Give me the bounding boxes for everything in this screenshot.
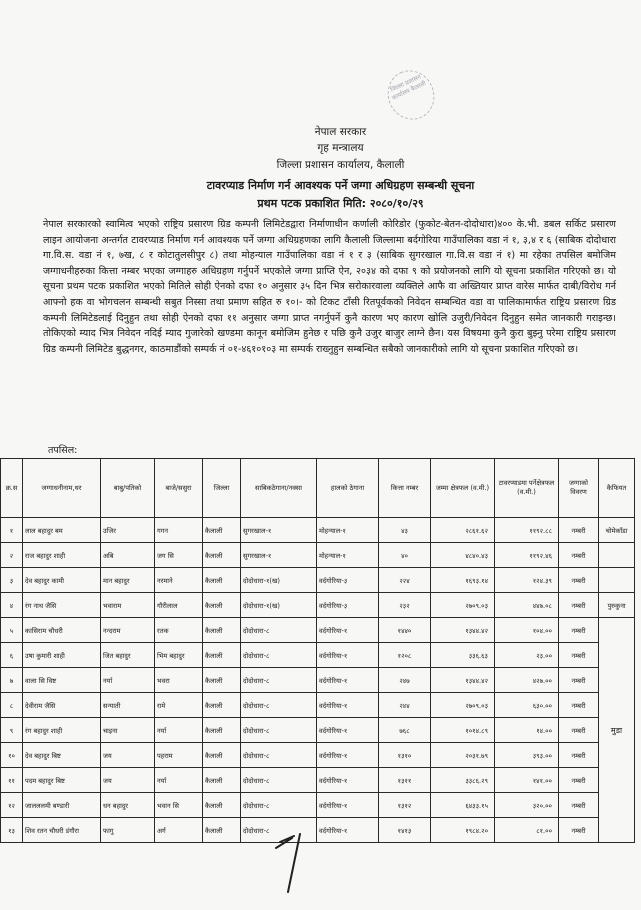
publish-date: प्रथम पटक प्रकाशित मिति: २०८०/१०/२९ [257,197,424,210]
table-cell: ३९३.०० [495,743,559,768]
table-row [1,568,635,593]
table-cell: कैलाली [203,593,241,618]
table-cell: कैलाली [203,618,241,643]
table-cell: नम्बरी [559,768,599,793]
col-plot-number: कित्ता नम्बर [379,459,431,518]
table-cell: जग सि [155,543,203,568]
table-cell: मोहन्याल-१ [317,543,379,568]
table-cell: ८ [1,693,23,718]
col-father-husband: बाबु/पतिको [101,459,155,518]
col-remarks: कैफियत [599,459,635,518]
table-row [1,793,635,818]
table-cell: ६४३३.१५ [431,793,495,818]
table-cell: चाइना [101,718,155,743]
table-cell: ३३८६.२९ [431,768,495,793]
table-cell: २०३१.७९ [431,743,495,768]
table-cell: २४७ [379,668,431,693]
table-cell: सन्याती [101,693,155,718]
table-cell: ३३६.६३ [431,643,495,668]
table-cell: १२४.३९ [495,568,559,593]
table-cell: नम्बरी [559,718,599,743]
table-cell: १० [1,743,23,768]
table-cell: उजिर [101,518,155,543]
table-cell: दोदोधारा-१(ख) [241,568,317,593]
table-cell: अर्ग [155,818,203,843]
table-cell: १२ [1,793,23,818]
table-cell: ४३ [379,518,431,543]
col-total-area: जम्मा क्षेत्रफल (व.मी.) [431,459,495,518]
table-cell: पहराम [155,743,203,768]
table-cell: ११९२.४६ [495,543,559,568]
table-cell: ६ [1,643,23,668]
table-cell: १४४० [379,618,431,643]
table-cell: नम्बरी [559,693,599,718]
table-cell: दोदोधारा-८ [241,643,317,668]
table-cell: नम्बरी [559,743,599,768]
table-cell: फागु [101,818,155,843]
table-cell: दोदोधारा-८ [241,818,317,843]
table-cell: मान बहादुर [101,568,155,593]
table-cell: नर्या [101,668,155,693]
table-cell: नन्दराम [101,618,155,643]
table-cell: वाला सि विष्ट [23,668,101,693]
table-cell: २ [1,543,23,568]
table-cell-remark [599,543,635,568]
signature [270,826,320,896]
table-cell: वर्दगोरिया-१ [317,818,379,843]
table-cell: २७०९.०३ [431,593,495,618]
table-cell: नर्या [155,718,203,743]
merged-remark-cell: मुडा [599,618,635,843]
table-cell: १३१२ [379,793,431,818]
table-cell: रंग बहादुर शाही [23,718,101,743]
table-cell: दोदोधारा-८ [241,768,317,793]
table-row [1,518,635,543]
table-cell: २२४ [379,568,431,593]
table-cell: रतक [155,618,203,643]
table-cell-remark: चोमेकाँडा [599,518,635,543]
table-cell: देव बहादुर बिष्ट [23,743,101,768]
notice-title: टावरप्याड निर्माण गर्न आवश्यक पर्ने जग्गा अधिग्रहण सम्बन्धी सूचना [206,179,475,192]
table-header-row [1,459,635,518]
header-office: जिल्ला प्रशासन कार्यालय, कैलाली [276,159,405,171]
table-cell: २३.०० [495,643,559,668]
table-cell: रामे [155,693,203,718]
table-cell: कैलाली [203,693,241,718]
table-cell: नर्या [155,768,203,793]
table-cell: भवान सि [155,793,203,818]
table-cell: पदम बहादुर बिष्ट [23,768,101,793]
table-cell: वर्दगोरिया-१ [317,693,379,718]
table-cell: ३२०.०० [495,793,559,818]
table-cell: वर्दगोरिया-३ [317,568,379,593]
col-former-address: साबिकठेगाना/नक्सा [241,459,317,518]
table-cell: नम्बरी [559,543,599,568]
table-cell: १०१४.८९ [431,718,495,743]
table-cell: २८६१.६२ [431,518,495,543]
table-cell: ७६८ [379,718,431,743]
table-cell: ४ [1,593,23,618]
table-cell: सुगरखाल-१ [241,543,317,568]
table-cell: भवरा [155,668,203,693]
table-cell: कैलाली [203,743,241,768]
land-acquisition-table [0,458,635,843]
table-cell: वर्दगोरिया-१ [317,668,379,693]
table-cell: दोदोधारा-८ [241,618,317,643]
col-serial: क्र.स [1,459,23,518]
notice-body: नेपाल सरकारको स्वामित्व भएको राष्ट्रिय प्रसारण ग्रिड कम्पनी लिमिटेडद्वारा निर्माणाधीन कर्णाली कोरिडोर (फुकोट-बेतन-दोदोधारा)४०० के.भी. डबल सर्किट प्रसारण लाइन आयोजना अन्तर्गत टावरप्याड निर्माण गर्न आवश्यक पर्ने जग्गा अधिग्रहणका लागि कैलाली जिल्लामा बर्दगोरिया गाउँपालिका वडा नं १, ३,४ र ६ (साबिक दोदोधारा गा.वि.स. वडा नं १, ७ख, ८ र कोटातुलसीपुर ८) तथा मोहन्याल गाउँपालिका वडा नं १ र ३ (साबिक सुगरखाल गा.वि.स वडा नं १) मा रहेका तपसिल बमोजिम जग्गाधनीहरुका कित्ता नम्बर भएका जग्गाहरु अधिग्रहण गर्नुपर्ने भएकोले जग्गा प्राप्ति ऐन, २०३४ को दफा ९ को प्रयोजनको लागि यो सूचना प्रकाशित गरिएको छ। यो सूचना प्रथम पटक प्रकाशित भएको मितिले सोही ऐनको दफा १० अनुसार ३५ दिन भित्र सरोकारवाला व्यक्तिले आफै वा अख्तियार प्राप्त वारेस मार्फत दाबी/विरोध गर्न आफ्नो हक वा भोगचलन सम्बन्धी सबुत निस्सा तथा प्रमाण सहित रु १०।- को टिकट टाँसी रितपूर्वकको निवेदन सम्बन्धित वडा वा पालिकामार्फत राष्ट्रिय प्रसारण ग्रिड कम्पनी लिमिटेडलाई दिनुहुन तथा सोही ऐनको दफा ११ अनुसार जग्गा प्राप्त नगर्नुपर्ने कुनै कारण भए कारण खोलि उजुरी/निवेदन दिनुहुन समेत जानकारी गराइन्छ। तोकिएको म्याद भित्र निवेदन नदिई म्याद गुजारेको खण्डमा कानून बमोजिम हुनेछ र पछि कुनै उजुर बाजुर लाग्ने छैन। यस विषयमा कुनै कुरा बुझ्नु परेमा राष्ट्रिय प्रसारण ग्रिड कम्पनी लिमिटेड बुद्धनगर, काठमाडौंको सम्पर्क नं ०१-४६१०१०३ मा सम्पर्क राख्नुहुन सम्बन्धित सबैको जानकारीको लागि यो सूचना प्रकाशित गरिएको छ। [43,219,616,355]
table-cell-remark: पुरुकुना [599,593,635,618]
table-row [1,743,635,768]
table-cell: नम्बरी [559,818,599,843]
table-cell: कैलाली [203,543,241,568]
table-cell: देव बहादुर कामी [23,568,101,593]
table-cell: वर्दगोरिया-१ [317,618,379,643]
table-cell: कैलाली [203,718,241,743]
table-cell: १२०८ [379,643,431,668]
table-cell: भवाराम [101,593,155,618]
table-cell: कैलाली [203,768,241,793]
table-cell: गौरीलाल [155,593,203,618]
table-cell: उषा कुमारी शाही [23,643,101,668]
table-row [1,718,635,743]
col-grandfather: बाजे/ससुरा [155,459,203,518]
table-cell: २७०९.०३ [431,693,495,718]
table-cell: वर्दगोरिया-३ [317,593,379,618]
table-cell: धन बहादुर [101,793,155,818]
table-cell: दोदोधारा-८ [241,668,317,693]
table-cell: १३ [1,818,23,843]
table-cell: वर्दगोरिया-१ [317,743,379,768]
table-cell: भिम बहादुर [155,643,203,668]
table-cell: दोदोधारा-८ [241,718,317,743]
table-cell: दोदोधारा-१(ख) [241,593,317,618]
table-cell: जालललमी बण्डारी [23,793,101,818]
table-cell: नम्बरी [559,793,599,818]
table-cell: देवीराम जैसि [23,693,101,718]
table-cell: वर्दगोरिया-१ [317,718,379,743]
table-row [1,618,635,643]
table-cell: कैलाली [203,643,241,668]
table-cell: १९८४.२० [431,818,495,843]
table-cell: ११ [1,768,23,793]
table-cell: जित बहादुर [101,643,155,668]
table-cell: नम्बरी [559,518,599,543]
table-row [1,643,635,668]
col-current-address: हालको ठेगाना [317,459,379,518]
table-cell: कैलाली [203,818,241,843]
table-cell: गगन [155,518,203,543]
table-cell: नम्बरी [559,568,599,593]
table-cell: १ [1,518,23,543]
table-cell: दोदोधारा-८ [241,793,317,818]
table-cell: जय [101,768,155,793]
tapasil-label: तपसिल: [48,445,78,456]
table-cell: नम्बरी [559,618,599,643]
table-cell: अबि [101,543,155,568]
table-row [1,593,635,618]
table-cell-remark [599,568,635,593]
table-cell: ७ [1,668,23,693]
table-cell: ४८४०.४३ [431,543,495,568]
table-cell: १४.०० [495,718,559,743]
table-cell: ३ [1,568,23,593]
table-cell: १४१३ [379,818,431,843]
table-cell: १३४४.४२ [431,618,495,643]
table-cell: १६९३.१४ [431,568,495,593]
table-row [1,693,635,718]
table-row [1,543,635,568]
col-district: जिल्ला [203,459,241,518]
col-owner-name: जग्गाधनीनाम,थर [23,459,101,518]
table-cell: १०४.०० [495,618,559,643]
table-cell: लाल बहादुर बम [23,518,101,543]
table-cell: ५ [1,618,23,643]
table-cell: मोहन्याल-१ [317,518,379,543]
table-cell: ८१.०० [495,818,559,843]
table-cell: ४२७.०० [495,668,559,693]
table-cell: वर्दगोरिया-१ [317,643,379,668]
table-cell: कैलाली [203,518,241,543]
table-cell: १३४४.४२ [431,668,495,693]
header-ministry: गृह मन्त्रालय [317,142,364,154]
table-cell: ९ [1,718,23,743]
table-cell: सुगरखाल-१ [241,518,317,543]
table-cell: दोदोधारा-८ [241,743,317,768]
table-cell: कासिराम चौधरी [23,618,101,643]
table-cell: नम्बरी [559,668,599,693]
table-row [1,768,635,793]
table-cell: १४१.०० [495,768,559,793]
table-cell: ४० [379,543,431,568]
table-cell: २३२ [379,593,431,618]
col-land-type: जग्गाको विवरण [559,459,599,518]
table-cell: कैलाली [203,793,241,818]
table-cell: कैलाली [203,668,241,693]
table-cell: १३१० [379,743,431,768]
col-tower-area: टावरप्याडमा पर्नेक्षेत्रफल (व.मी.) [495,459,559,518]
table-cell: १३११ [379,768,431,793]
office-stamp: जिल्ला प्रशासन कार्यालय कैलाली [380,63,443,128]
table-cell: जय [101,743,155,768]
table-cell: कैलाली [203,568,241,593]
table-cell: ६३०.०० [495,693,559,718]
table-cell: नम्बरी [559,643,599,668]
table-row [1,668,635,693]
table-cell: वर्दगोरिया-१ [317,793,379,818]
table-cell: राज बहादुर शाही [23,543,101,568]
table-cell: वर्दगोरिया-१ [317,768,379,793]
table-cell: नम्बरी [559,593,599,618]
header-government: नेपाल सरकार [314,126,367,138]
table-cell: ४४७.०८ [495,593,559,618]
table-cell: ११९२.८८ [495,518,559,543]
table-cell: नरमाने [155,568,203,593]
table-cell: शिव रतन चौधरी डंगौरा [23,818,101,843]
table-cell: रंग नाथ जैसि [23,593,101,618]
table-cell: २४४ [379,693,431,718]
table-cell: दोदोधारा-८ [241,693,317,718]
